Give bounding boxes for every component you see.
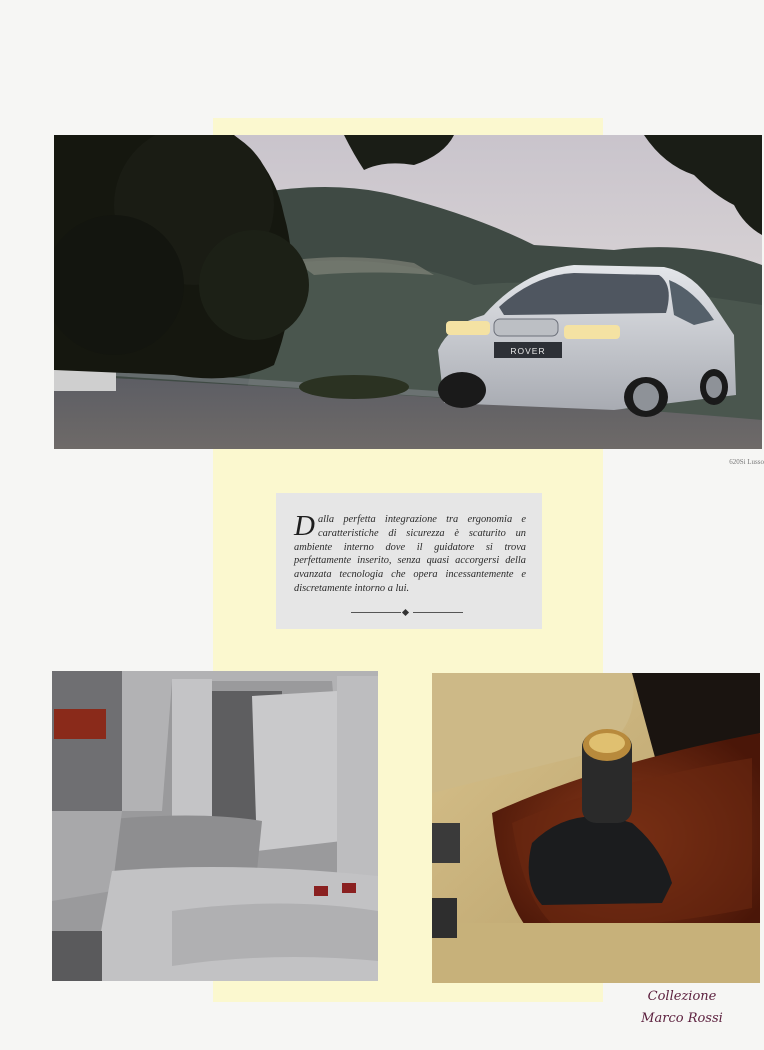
stamp-line-2: Marco Rossi — [641, 1011, 723, 1026]
divider-line-right — [413, 612, 463, 613]
rear-seat-illustration — [52, 671, 378, 981]
car-badge-text: ROVER — [510, 346, 546, 356]
intro-textbox — [276, 493, 542, 629]
collection-stamp — [612, 986, 752, 1030]
intro-paragraph — [294, 510, 526, 596]
ornament-divider — [351, 610, 463, 616]
gear-lever-illustration — [432, 673, 760, 983]
hero-photo — [54, 135, 762, 449]
hero-photo-illustration — [54, 135, 762, 449]
hero-caption: 620Si Lusso — [729, 458, 764, 466]
intro-body-text: alla perfetta integrazione tra ergonomia e caratteristiche di sicurezza è scaturito un ambiente interno dove il guidatore si trova perfettamente inserito, senza quasi accorgersi della avanzata tecnologia che opera incessantemente e discretamente intorno a lui. — [294, 514, 526, 594]
stamp-line-1: Collezione — [647, 989, 717, 1004]
diamond-icon — [402, 609, 409, 616]
dropcap-letter: D — [294, 510, 315, 542]
gear-lever-photo — [432, 673, 760, 983]
rear-seat-photo — [52, 671, 378, 981]
divider-line-left — [351, 612, 401, 613]
